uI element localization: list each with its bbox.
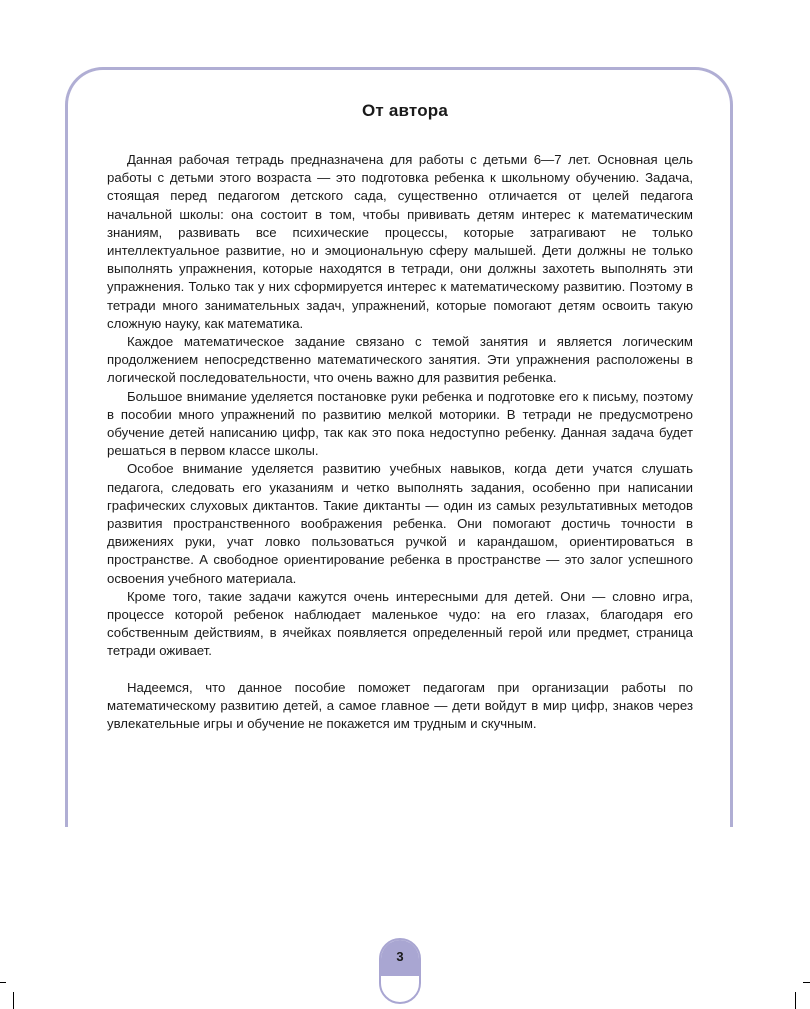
crop-mark-right-horizontal [803,982,810,983]
body-text [107,151,693,733]
paragraph-3: Большое внимание уделяется постановке руки ребенка и подготовке его к письму, поэтому в пособии много упражнений по развитию мелкой моторики. В тетради не предусмотрено обучение детей написанию цифр, так как это пока недоступно ребенку. Данная задача будет решаться в первом классе школы. [107,388,693,459]
page-title: От автора [361,101,449,120]
crop-mark-left-horizontal [0,982,6,983]
page-number-tab [379,938,421,1004]
closing-paragraph: Надеемся, что данное пособие поможет педагогам при организации работы по математическому развитию детей, а самое главное — дети войдут в мир цифр, знаков через увлекательные игры и обучение не покажется им трудным и скучным. [107,679,693,732]
crop-mark-right-vertical [795,992,796,1009]
paragraph-1: Данная рабочая тетрадь предназначена для работы с детьми 6—7 лет. Основная цель работы с детьми этого возраста — это подготовка ребенка к школьному обучению. Задача, стоящая перед педагогом детского сада, существенно отличается от целей педагога начальной школы: она состоит в том, чтобы прививать детям интерес к математическим знаниям, развивать все психические процессы, которые затрагивают не только интеллектуальное развитие, но и эмоциональную сферу малышей. Дети должны не только выполнять упражнения, которые находятся в тетради, они должны захотеть выполнять эти упражнения. Только так у них сформируется интерес к математическому развитию. Поэтому в тетради много занимательных задач, упражнений, которые помогают детям освоить такую сложную науку, как математика. [107,152,693,331]
paragraph-4: Особое внимание уделяется развитию учебных навыков, когда дети учатся слушать педагога, следовать его указаниям и четко выполнять задания, особенно при написании графических слуховых диктантов. Такие диктанты — один из самых результативных методов развития пространственного воображения ребенка. Они помогают достичь точности в движениях руки, учат ловко пользоваться ручкой и карандашом, ориентироваться в пространстве. А свободное ориентирование ребенка в пространстве — это залог успешного освоения учебного материала. [107,461,693,586]
paragraph-5: Кроме того, такие задачи кажутся очень интересными для детей. Они — словно игра, процессе которой ребенок наблюдает маленькое чудо: на его глазах, благодаря его собственным действиям, в ячейках появляется определенный герой или предмет, страница тетради оживает. [107,588,693,659]
page-number: 3 [396,949,404,964]
paragraph-2: Каждое математическое задание связано с темой занятия и является логическим продолжением непосредственно математического занятия. Эти упражнения расположены в логической последовательности, что очень важно для развития ребенка. [107,334,693,386]
crop-mark-left-vertical [13,992,14,1009]
